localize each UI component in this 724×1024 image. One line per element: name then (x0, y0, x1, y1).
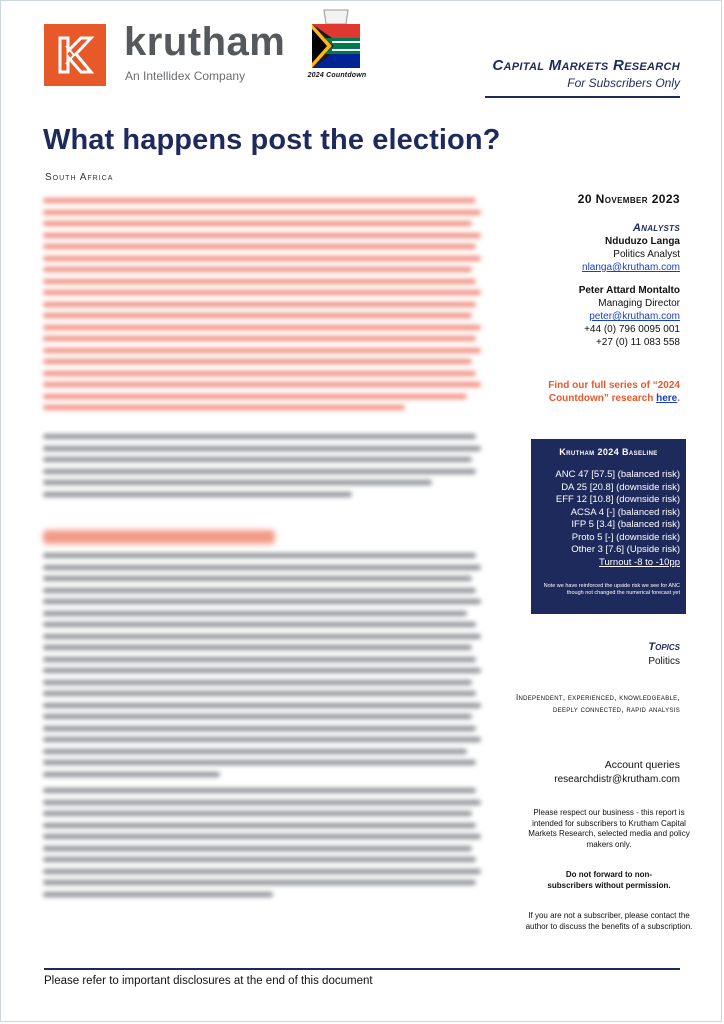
disclaimer-respect: Please respect our business - this report is intended for subscribers to Krutham Capital Markets Research, selected media and policy makers only. (528, 808, 690, 849)
analysts-heading: Analysts (632, 222, 680, 234)
baseline-item: EFF 12 [10.8] (downside risk) (555, 494, 680, 505)
disclaimer-non-subscriber: If you are not a subscriber, please contact the author to discuss the benefits of a subscription. (525, 911, 693, 931)
analyst-phone: +44 (0) 796 0095 001 (584, 324, 680, 335)
brand-name: krutham (124, 20, 286, 64)
topics-heading: Topics (648, 641, 680, 653)
audience-label: For Subscribers Only (567, 76, 680, 90)
baseline-item: DA 25 [20.8] (downside risk) (561, 481, 680, 493)
analyst-name: Peter Attard Montalto (578, 285, 680, 296)
krutham-logo-icon (44, 24, 106, 86)
report-date: 20 November 2023 (577, 192, 680, 206)
intro-paragraph-blurred (43, 198, 485, 417)
account-queries-heading: Account queries (604, 759, 680, 771)
country-label: South Africa (45, 172, 114, 183)
baseline-item: IFP 5 [3.4] (balanced risk) (571, 519, 680, 530)
header-rule (485, 96, 680, 98)
tagline-line: Independent, experienced, knowledgeable, (515, 693, 680, 702)
analyst-role: Politics Analyst (613, 249, 680, 260)
countdown-label: 2024 Countdown (307, 72, 367, 79)
context-paragraph-blurred (43, 434, 485, 503)
page-title: What happens post the election? (43, 124, 501, 156)
promo-link[interactable]: here (656, 393, 678, 404)
analyst-phone: +27 (0) 11 083 558 (595, 337, 680, 348)
baseline-item: Proto 5 [-] (downside risk) (571, 531, 680, 543)
analyst-name: Nduduzo Langa (605, 236, 680, 247)
tagline-line: deeply connected, rapid analysis (553, 705, 680, 714)
baseline-item: Other 3 [7.6] (Upside risk) (571, 544, 680, 555)
brand-subtitle: An Intellidex Company (125, 69, 246, 83)
series-title: Capital Markets Research (492, 57, 680, 74)
baseline-forecast-box (531, 439, 686, 614)
analyst-role: Managing Director (598, 298, 680, 309)
account-queries-email: researchdistr@krutham.com (554, 774, 680, 785)
analyst-email-link[interactable]: peter@krutham.com (589, 311, 680, 322)
countdown-promo: Find our full series of “2024 Countdown” research here. (548, 380, 680, 404)
baseline-heading: Krutham 2024 Baseline (559, 447, 658, 457)
independents-paragraph-blurred (43, 788, 485, 903)
baseline-turnout: Turnout -8 to -10pp (599, 556, 680, 568)
ballot-box-flag-icon (310, 8, 362, 70)
promo-text: Find our full series of “2024 Countdown” research (548, 380, 680, 404)
events-paragraph-blurred (43, 553, 485, 783)
footer-rule (44, 968, 680, 970)
baseline-note: Note we have reinforced the upside risk we see for ANC though not changed the numerical forecast yet (543, 583, 680, 596)
baseline-item: ACSA 4 [-] (balanced risk) (570, 506, 680, 518)
baseline-item: ANC 47 [57.5] (balanced risk) (555, 469, 680, 480)
analyst-email-link[interactable]: nlanga@krutham.com (582, 262, 680, 273)
section-heading-blurred (43, 530, 275, 544)
disclaimer-do-not-forward: Do not forward to non-subscribers without permission. (547, 870, 671, 890)
footer-disclosure-note: Please refer to important disclosures at the end of this document (44, 975, 373, 987)
tagline (480, 692, 680, 716)
topics-value: Politics (648, 656, 680, 667)
